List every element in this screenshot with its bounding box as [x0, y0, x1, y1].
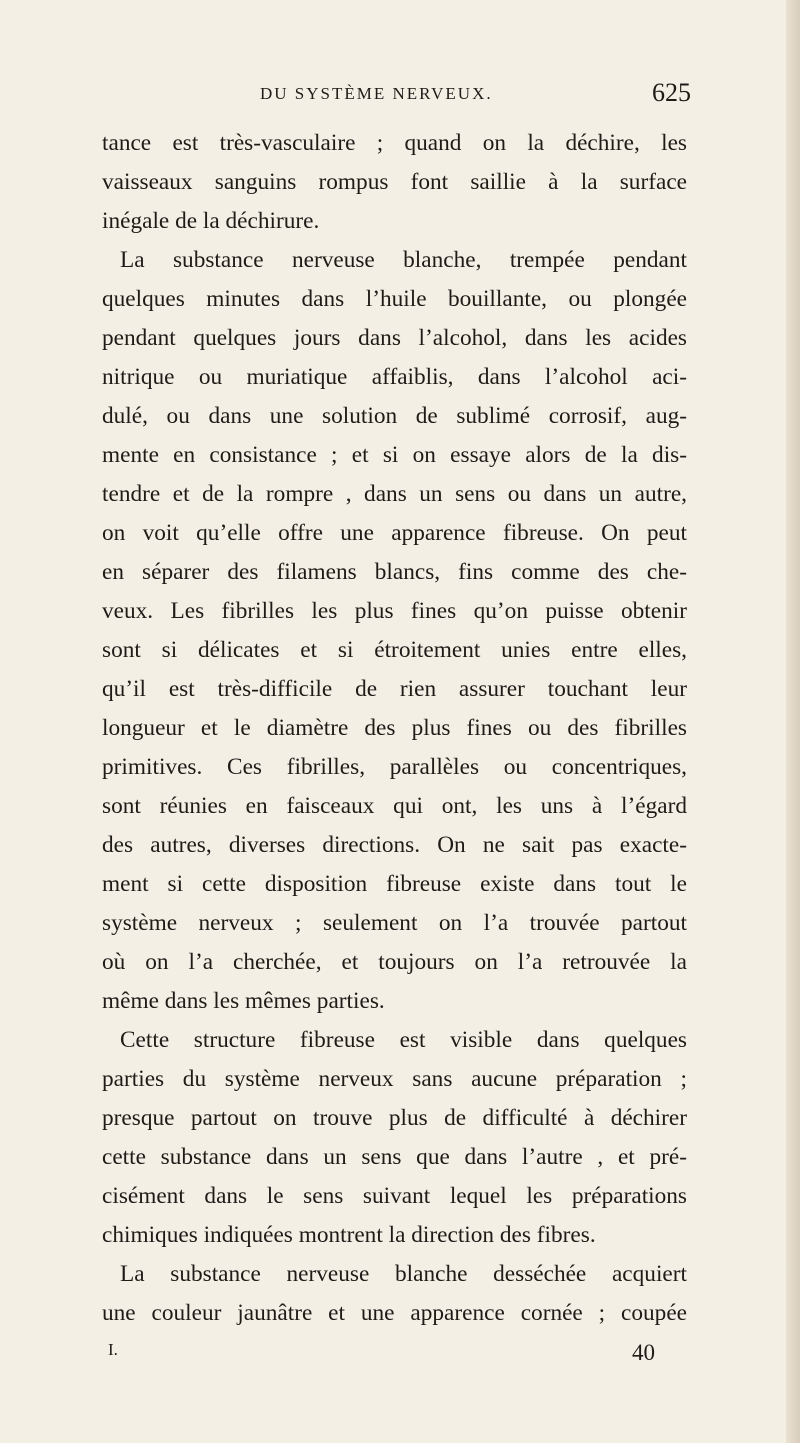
text-line: ment si cette disposition fibreuse existe dans tout le: [102, 871, 687, 897]
text-line: chimiques indiquées montrent la direction des fibres.: [102, 1222, 596, 1248]
page-edge: [786, 0, 800, 1443]
text-line: quelques minutes dans l’huile bouillante, ou plongée: [102, 286, 687, 312]
signature-mark: I.: [108, 1340, 118, 1359]
text-line: La substance nerveuse blanche desséchée acquiert: [120, 1261, 687, 1287]
text-line: même dans les mêmes parties.: [102, 988, 385, 1014]
text-line: primitives. Ces fibrilles, parallèles ou concentriques,: [102, 754, 687, 780]
text-line: sont réunies en faisceaux qui ont, les uns à l’égard: [102, 793, 687, 819]
text-line: mente en consistance ; et si on essaye alors de la dis-: [102, 442, 687, 468]
body-text: [102, 124, 687, 1333]
text-line: où on l’a cherchée, et toujours on l’a retrouvée la: [102, 949, 687, 975]
text-line: parties du système nerveux sans aucune préparation ;: [102, 1066, 687, 1092]
text-line: cisément dans le sens suivant lequel les préparations: [102, 1183, 687, 1209]
text-line: cette substance dans un sens que dans l’autre , et pré-: [102, 1144, 687, 1170]
text-line: dulé, ou dans une solution de sublimé corrosif, aug-: [102, 403, 687, 429]
text-line: longueur et le diamètre des plus fines ou des fibrilles: [102, 715, 687, 741]
text-line: La substance nerveuse blanche, trempée pendant: [120, 247, 687, 273]
text-line: sont si délicates et si étroitement unies entre elles,: [102, 637, 687, 663]
text-line: tance est très-vasculaire ; quand on la déchire, les: [102, 130, 687, 156]
text-line: une couleur jaunâtre et une apparence cornée ; coupée: [102, 1300, 687, 1326]
page-footer: [0, 1340, 800, 1380]
text-line: qu’il est très-difficile de rien assurer touchant leur: [102, 676, 687, 702]
text-line: pendant quelques jours dans l’alcohol, dans les acides: [102, 325, 687, 351]
text-line: des autres, diverses directions. On ne sait pas exacte-: [102, 832, 687, 858]
text-line: nitrique ou muriatique affaiblis, dans l’alcohol aci-: [102, 364, 687, 390]
page-header: [0, 78, 800, 118]
text-line: système nerveux ; seulement on l’a trouvée partout: [102, 910, 687, 936]
sheet-number: 40: [632, 1340, 655, 1365]
text-line: vaisseaux sanguins rompus font saillie à la surface: [102, 169, 687, 195]
text-line: on voit qu’elle offre une apparence fibreuse. On peut: [102, 520, 687, 546]
text-line: veux. Les fibrilles les plus fines qu’on puisse obtenir: [102, 598, 687, 624]
text-line: tendre et de la rompre , dans un sens ou dans un autre,: [102, 481, 687, 507]
text-line: en séparer des filamens blancs, fins comme des che-: [102, 559, 687, 585]
page-number: 625: [652, 78, 691, 107]
text-line: inégale de la déchirure.: [102, 208, 320, 234]
text-line: presque partout on trouve plus de difficulté à déchirer: [102, 1105, 687, 1131]
running-title: DU SYSTÈME NERVEUX.: [260, 84, 493, 103]
text-line: Cette structure fibreuse est visible dans quelques: [120, 1027, 687, 1053]
